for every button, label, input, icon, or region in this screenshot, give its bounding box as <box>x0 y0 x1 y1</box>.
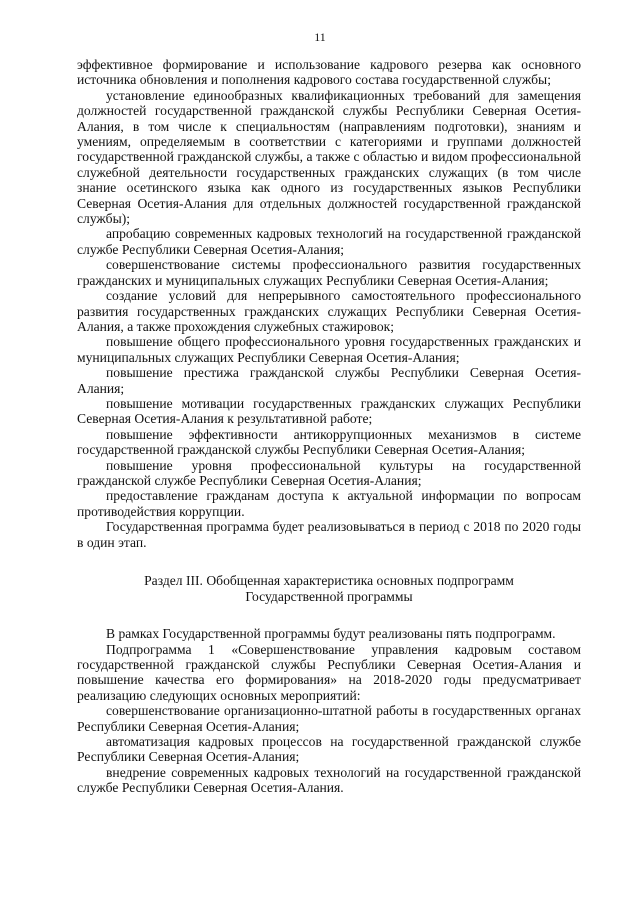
paragraph: повышение уровня профессиональной культуры на государственной гражданской службе Республики Северная Осетия-Алания; <box>77 457 581 488</box>
paragraph: повышение престижа гражданской службы Республики Северная Осетия-Алания; <box>77 365 581 396</box>
paragraph: автоматизация кадровых процессов на государственной гражданской службе Республики Северная Осетия-Алания; <box>77 734 581 765</box>
paragraph: предоставление гражданам доступа к актуальной информации по вопросам противодействия коррупции. <box>77 488 581 519</box>
paragraph: апробацию современных кадровых технологий на государственной гражданской службе Республики Северная Осетия-Алания; <box>77 226 581 257</box>
paragraph: повышение эффективности антикоррупционных механизмов в системе государственной гражданской службы Республики Северная Осетия-Алания; <box>77 426 581 458</box>
paragraph: повышение мотивации государственных гражданских служащих Республики Северная Осетия-Алания к результативной работе; <box>77 395 581 427</box>
paragraph: внедрение современных кадровых технологий на государственной гражданской службе Республики Северная Осетия-Алания. <box>77 764 581 796</box>
document-body <box>77 57 581 796</box>
paragraph: создание условий для непрерывного самостоятельного профессионального развития государственных гражданских служащих Республики Северная Осетия-Алания, а также прохождения служебных стажировок; <box>77 288 581 334</box>
section-heading-line-1: Раздел III. Обобщенная характеристика основных подпрограмм <box>144 573 514 588</box>
paragraph: установление единообразных квалификационных требований для замещения должностей государственной гражданской службы Республики Северная Осетия-Алания, в том числе к специальностям (направлениям подготовки), знаниям и умениям, определяемым в соответствии с категориями и группами должностей государственной гражданской службы, а также с областью и видом профессиональной служебной деятельности государственных гражданских служащих (в том числе знание осетинского языка как одного из государственных языков Республики Северная Осетия-Алания для отдельных должностей государственной гражданской службы); <box>77 87 581 227</box>
paragraph: эффективное формирование и использование кадрового резерва как основного источника обновления и пополнения кадрового состава государственной службы; <box>77 57 581 88</box>
paragraph: В рамках Государственной программы будут реализованы пять подпрограмм. <box>106 626 556 642</box>
paragraph: Государственная программа будет реализовываться в период с 2018 по 2020 годы в один этап. <box>77 519 581 550</box>
paragraph: совершенствование системы профессионального развития государственных гражданских и муниципальных служащих Республики Северная Осетия-Алания; <box>77 257 581 288</box>
section-heading-line-2: Государственной программы <box>245 588 413 604</box>
paragraph: Подпрограмма 1 «Совершенствование управления кадровым составом государственной гражданской службы Республики Северная Осетия-Алания и повышение качества его формирования» на 2018-2020 годы предусматривает реализацию следующих основных мероприятий: <box>77 641 581 703</box>
paragraph: повышение общего профессионального уровня государственных гражданских и муниципальных служащих Республики Северная Осетия-Алания; <box>77 334 581 365</box>
page-number: 11 <box>314 30 326 44</box>
spacer <box>77 604 581 626</box>
paragraph: совершенствование организационно-штатной работы в государственных органах Республики Северная Осетия-Алания; <box>77 703 581 734</box>
spacer <box>77 550 581 573</box>
